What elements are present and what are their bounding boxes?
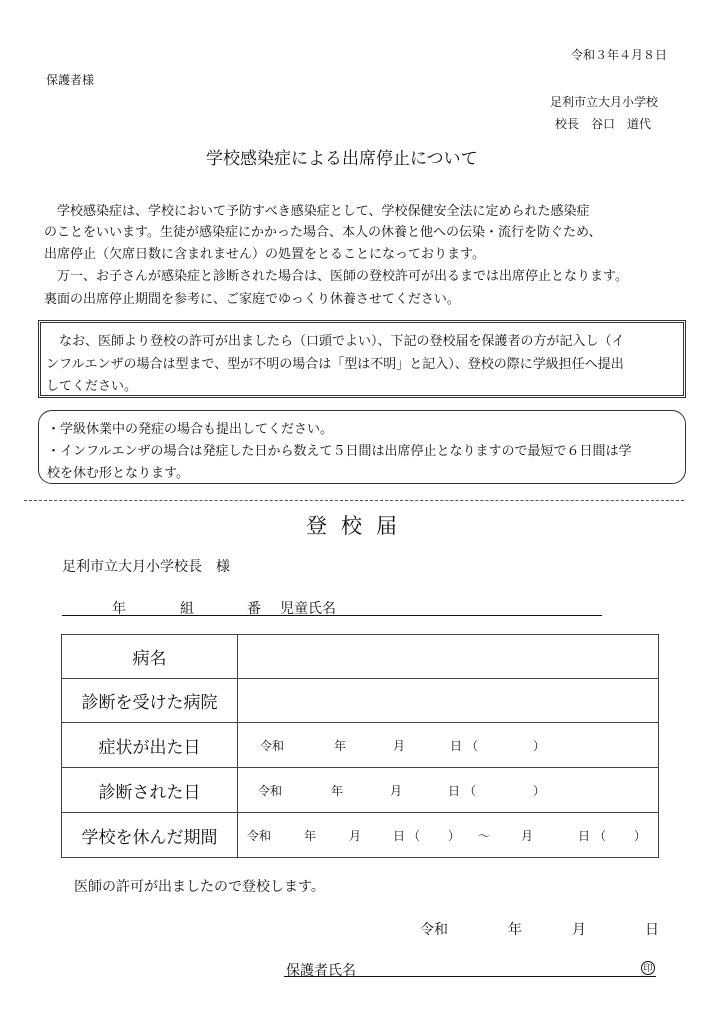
guardian-name-label: 保護者氏名 bbox=[286, 963, 356, 979]
day-text: 日 bbox=[393, 829, 406, 843]
open-paren-text: （ bbox=[466, 739, 479, 753]
notice-paragraph-line: 学校感染症は、学校において予防すべき感染症として、学校保健安全法に定められた感染症 bbox=[44, 204, 590, 219]
onset-date-field[interactable] bbox=[238, 723, 659, 768]
form-title: 登校届 bbox=[306, 514, 411, 538]
recipient: 保護者様 bbox=[46, 73, 95, 87]
close-paren-text: ） bbox=[448, 829, 461, 843]
note-line: ・学級休業中の発症の場合も提出してください。 bbox=[47, 422, 334, 437]
class-label: 組 bbox=[180, 601, 194, 617]
table-row bbox=[62, 723, 659, 768]
sign-date-day: 日 bbox=[645, 922, 659, 938]
note-line: ・インフルエンザの場合は発症した日から数えて５日間は出席停止となりますので最短で６日間は学 bbox=[47, 444, 632, 459]
sign-date-month: 月 bbox=[572, 922, 586, 938]
notice-date: 令和３年４月８日 bbox=[571, 48, 668, 62]
month-text: 月 bbox=[521, 829, 534, 843]
seal-stamp-icon: 印 bbox=[641, 961, 655, 975]
form-addressee: 足利市立大月小学校長 様 bbox=[62, 559, 230, 575]
instruction-line: なお、医師より登校の許可が出ましたら（口頭でよい）、下記の登校届を保護者の方が記入し（イ bbox=[46, 334, 625, 349]
day-text: 日 bbox=[448, 784, 461, 798]
era-text: 令和 bbox=[258, 784, 283, 798]
hospital-field[interactable] bbox=[238, 679, 659, 723]
notice-paragraph-line: 出席停止（欠席日数に含まれません）の処置をとることになっております。 bbox=[44, 247, 485, 262]
notice-paragraph-line: 裏面の出席停止期間を参考に、ご家庭でゆっくり休養させてください。 bbox=[44, 292, 460, 307]
diagnosis-date-field[interactable] bbox=[238, 768, 659, 813]
student-name-label: 児童氏名 bbox=[280, 601, 336, 617]
close-paren-text: ） bbox=[533, 739, 546, 753]
open-paren-text: （ bbox=[594, 829, 607, 843]
month-text: 月 bbox=[390, 784, 403, 798]
notice-paragraph-line: 万一、お子さんが感染症と診断された場合は、医師の登校許可が出るまでは出席停止となります。 bbox=[44, 269, 628, 284]
student-name-field[interactable] bbox=[62, 614, 602, 616]
sign-date-era: 令和 bbox=[420, 922, 448, 938]
principal-name: 校長 谷口 道代 bbox=[555, 117, 652, 131]
sign-date-year: 年 bbox=[508, 922, 522, 938]
onset-date-label: 症状が出た日 bbox=[62, 723, 238, 768]
close-paren-text: ） bbox=[634, 829, 647, 843]
close-paren-text: ） bbox=[533, 784, 546, 798]
note-line: 校を休む形となります。 bbox=[47, 466, 189, 481]
table-row bbox=[62, 679, 659, 723]
instruction-line: ンフルエンザの場合は型まで、型が不明の場合は「型は不明」と記入）、登校の際に学級担任へ提出 bbox=[46, 357, 624, 372]
day-text: 日 bbox=[578, 829, 591, 843]
open-paren-text: （ bbox=[408, 829, 421, 843]
table-row bbox=[62, 635, 659, 679]
school-name: 足利市立大月小学校 bbox=[550, 95, 659, 109]
number-label: 番 bbox=[247, 601, 261, 617]
year-text: 年 bbox=[331, 784, 344, 798]
guardian-name-field[interactable] bbox=[284, 976, 656, 977]
tilde-text: ～ bbox=[478, 829, 491, 843]
era-text: 令和 bbox=[247, 829, 272, 843]
day-text: 日 bbox=[450, 739, 463, 753]
open-paren-text: （ bbox=[464, 784, 477, 798]
absence-period-label: 学校を休んだ期間 bbox=[62, 813, 238, 858]
month-text: 月 bbox=[393, 739, 406, 753]
instruction-line: してください。 bbox=[46, 379, 138, 394]
table-row bbox=[62, 768, 659, 813]
cut-line-divider bbox=[24, 500, 684, 501]
year-text: 年 bbox=[334, 739, 347, 753]
attendance-form-table bbox=[61, 634, 659, 858]
notice-title: 学校感染症による出席停止について bbox=[206, 149, 478, 169]
diagnosis-date-label: 診断された日 bbox=[62, 768, 238, 813]
illness-label: 病名 bbox=[62, 635, 238, 679]
year-text: 年 bbox=[304, 829, 317, 843]
absence-period-field[interactable] bbox=[238, 813, 659, 858]
notice-paragraph-line: のことをいいます。生徒が感染症にかかった場合、本人の休養と他への伝染・流行を防ぐため、 bbox=[44, 225, 602, 240]
illness-field[interactable] bbox=[238, 635, 659, 679]
era-text: 令和 bbox=[260, 739, 285, 753]
return-statement: 医師の許可が出ましたので登校します。 bbox=[74, 879, 325, 895]
hospital-label: 診断を受けた病院 bbox=[62, 679, 238, 723]
month-text: 月 bbox=[349, 829, 362, 843]
grade-label: 年 bbox=[112, 601, 126, 617]
table-row bbox=[62, 813, 659, 858]
